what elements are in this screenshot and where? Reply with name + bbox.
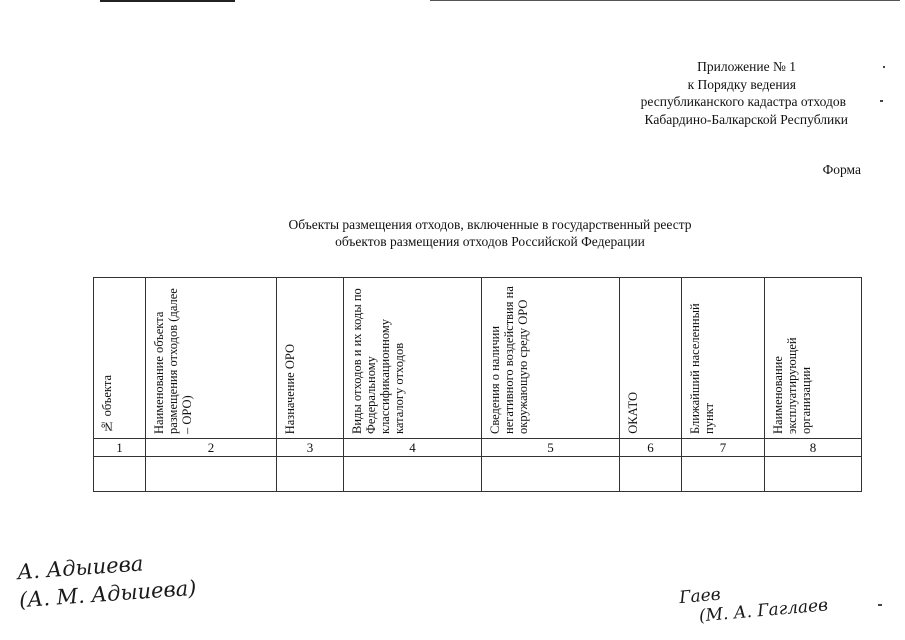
title-line-1: Объекты размещения отходов, включенные в государственный реестр <box>288 217 692 232</box>
appendix-reference: к Порядку ведения <box>687 76 796 92</box>
header-cell <box>765 278 862 439</box>
title-line-2: объектов размещения отходов Российской Федерации <box>335 234 645 249</box>
column-number: 7 <box>682 439 765 457</box>
header-cell <box>344 278 482 439</box>
scan-speck <box>880 100 883 102</box>
header-cell <box>482 278 620 439</box>
header-object-number: № объекта <box>100 375 114 434</box>
header-okato: ОКАТО <box>626 392 640 434</box>
registry-table <box>93 277 862 492</box>
header-waste-types: Виды отходов и их коды по Федеральному классификационному каталогу отходов <box>350 288 406 434</box>
header-cell <box>94 278 146 439</box>
header-object-name: Наименование объекта размещения отходов (далее – ОРО) <box>152 288 194 434</box>
appendix-number: Приложение № 1 <box>697 59 796 74</box>
empty-cell <box>682 457 765 492</box>
appendix-cadastre: республиканского кадастра отходов <box>640 94 846 109</box>
empty-cell <box>765 457 862 492</box>
signature-right-scrawl: Гаев <box>678 584 722 609</box>
empty-cell <box>94 457 146 492</box>
column-number: 2 <box>146 439 277 457</box>
header-operator: Наименование эксплуатирующей организации <box>771 337 813 434</box>
header-negative-impact: Сведения о наличии негативного воздействия на окружающую среду ОРО <box>488 286 530 434</box>
column-number: 1 <box>94 439 146 457</box>
column-number: 5 <box>482 439 620 457</box>
column-number: 3 <box>277 439 344 457</box>
header-cell <box>146 278 277 439</box>
table-header-row <box>94 278 862 439</box>
document-title <box>190 216 790 250</box>
column-number: 6 <box>620 439 682 457</box>
scan-speck <box>878 604 882 606</box>
header-nearest-settlement: Ближайший населенный пункт <box>688 303 716 434</box>
header-cell <box>620 278 682 439</box>
header-cell <box>682 278 765 439</box>
header-purpose: Назначение ОРО <box>283 343 297 434</box>
form-label: Форма <box>822 162 861 177</box>
table-row <box>94 457 862 492</box>
table-number-row <box>94 439 862 457</box>
empty-cell <box>620 457 682 492</box>
column-number: 4 <box>344 439 482 457</box>
appendix-republic: Кабардино-Балкарской Республики <box>644 111 848 127</box>
empty-cell <box>344 457 482 492</box>
empty-cell <box>482 457 620 492</box>
scan-artifact-top-right <box>430 0 900 1</box>
appendix-block <box>548 58 848 128</box>
header-cell <box>277 278 344 439</box>
scan-artifact-top-left <box>100 0 235 2</box>
column-number: 8 <box>765 439 862 457</box>
signature-left <box>16 546 197 614</box>
signature-left-scrawl: А. Адыиева <box>16 551 145 585</box>
signature-left-name: (А. М. Адыиева) <box>18 575 198 613</box>
signature-right-name: (М. А. Гаглаев <box>698 595 829 627</box>
empty-cell <box>277 457 344 492</box>
scan-speck <box>883 66 885 68</box>
empty-cell <box>146 457 277 492</box>
signature-right <box>649 575 829 630</box>
